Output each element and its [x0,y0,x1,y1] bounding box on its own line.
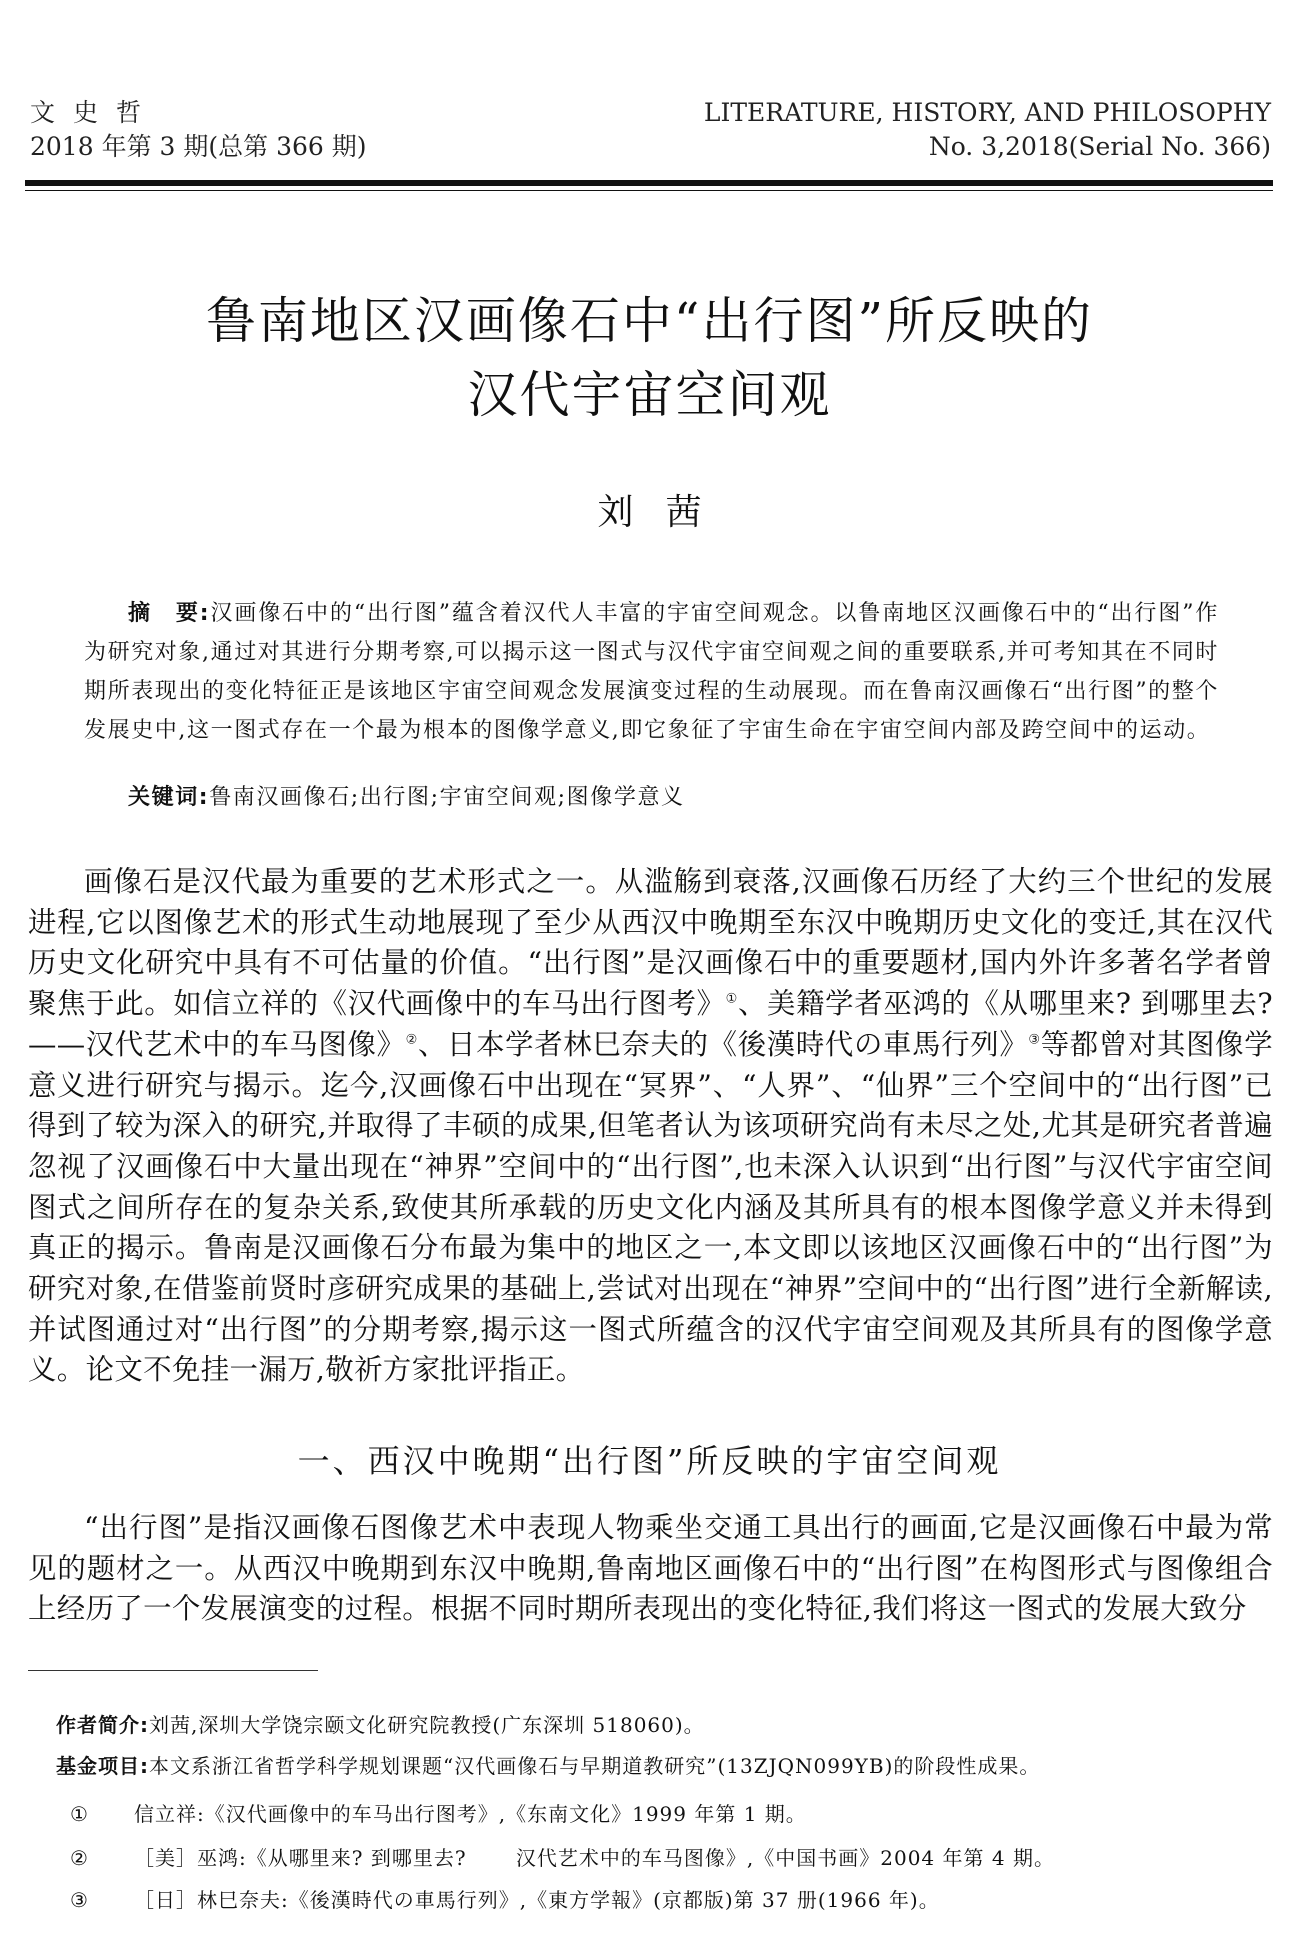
author-note-label: 作者简介: [56,1713,149,1737]
article-title [0,284,1299,432]
author-note-text: 刘茜,深圳大学饶宗颐文化研究院教授(广东深圳 518060)。 [149,1713,705,1737]
author-note [56,1711,1276,1739]
footnote-ref-3: ③ [1028,1032,1041,1048]
footnote-1-text: 信立祥:《汉代画像中的车马出行图考》,《东南文化》1999 年第 1 期。 [134,1802,807,1826]
title-line-1: 鲁南地区汉画像石中“出行图”所反映的 [205,292,1094,350]
journal-name-cn: 文史哲 [30,98,160,127]
footnote-2-mark: ② [70,1846,89,1870]
abstract-label: 摘 要: [128,601,211,626]
title-line-2: 汉代宇宙空间观 [467,366,832,424]
intro-text-b: 、美籍学者巫鸿的《从哪里来? 到哪里去? ——汉代艺术中的车马图像》 [28,987,1274,1061]
journal-header-left [30,96,367,164]
section-paragraph: “出行图”是指汉画像石图像艺术中表现人物乘坐交通工具出行的画面,它是汉画像石中最为常见的题材之一。从西汉中晚期到东汉中晚期,鲁南地区画像石中的“出行图”在构图形式与图像组合上经历了一个发展演变的过程。根据不同时期所表现出的变化特征,我们将这一图式的发展大致分 [28,1511,1273,1626]
header-rule-thick [25,180,1273,186]
abstract [84,594,1219,750]
keywords-text: 鲁南汉画像石;出行图;宇宙空间观;图像学意义 [209,785,685,810]
fund-note-text: 本文系浙江省哲学科学规划课题“汉代画像石与早期道教研究”(13ZJQN099YB)的阶段性成果。 [149,1754,1041,1778]
fund-note-label: 基金项目: [56,1754,149,1778]
journal-header-right [704,96,1271,164]
footnote-3 [70,1886,1290,1914]
fund-note [56,1752,1276,1780]
section-body [28,1508,1273,1630]
intro-text-a: 画像石是汉代最为重要的艺术形式之一。从滥觞到衰落,汉画像石历经了大约三个世纪的发展进程,它以图像艺术的形式生动地展现了至少从西汉中晚期至东汉中晚期历史文化的变迁,其在汉代历史文化研究中具有不可估量的价值。“出行图”是汉画像石中的重要题材,国内外许多著名学者曾聚焦于此。如信立祥的《汉代画像中的车马出行图考》 [28,865,1273,1021]
intro-section [28,862,1273,1391]
intro-text-d: 等都曾对其图像学意义进行研究与揭示。迄今,汉画像石中出现在“冥界”、“人界”、“仙界”三个空间中的“出行图”已得到了较为深入的研究,并取得了丰硕的成果,但笔者认为该项研究尚有未尽之处,尤其是研究者普遍忽视了汉画像石中大量出现在“神界”空间中的“出行图”,也未深入认识到“出行图”与汉代宇宙空间图式之间所存在的复杂关系,致使其所承载的历史文化内涵及其所具有的根本图像学意义并未得到真正的揭示。鲁南是汉画像石分布最为集中的地区之一,本文即以该地区汉画像石中的“出行图”为研究对象,在借鉴前贤时彦研究成果的基础上,尝试对出现在“神界”空间中的“出行图”进行全新解读,并试图通过对“出行图”的分期考察,揭示这一图式所蕴含的汉代宇宙空间观及其所具有的图像学意义。论文不免挂一漏万,敬祈方家批评指正。 [28,1027,1274,1387]
issue-info-cn: 2018 年第 3 期(总第 366 期) [30,132,367,161]
header-rule-thin [25,190,1273,191]
footnote-1-mark: ① [70,1802,89,1826]
journal-name-en: LITERATURE, HISTORY, AND PHILOSOPHY [703,98,1271,127]
issue-info-en: No. 3,2018(Serial No. 366) [928,132,1271,161]
keywords [128,780,1228,816]
footnote-ref-2: ② [405,1032,418,1048]
section-heading: 一、西汉中晚期“出行图”所反映的宇宙空间观 [297,1442,1002,1480]
footnote-2-text: ［美］巫鸿:《从哪里来? 到哪里去? 汉代艺术中的车马图像》,《中国书画》2004 年第 4 期。 [134,1846,1055,1870]
footnote-rule [28,1670,318,1671]
footnote-1 [70,1800,1290,1828]
footnote-ref-1: ① [725,991,738,1007]
intro-text-c: 、日本学者林巳奈夫的《後漢時代の車馬行列》 [417,1027,1029,1061]
intro-paragraph [28,862,1273,1391]
footnote-3-mark: ③ [70,1888,89,1912]
author-name: 刘茜 [597,492,734,533]
footnote-3-text: ［日］林巳奈夫:《後漢時代の車馬行列》,《東方学報》(京都版)第 37 册(1966 年)。 [134,1888,940,1912]
footnote-2 [70,1844,1290,1872]
keywords-label: 关键词: [128,785,210,810]
abstract-text: 汉画像石中的“出行图”蕴含着汉代人丰富的宇宙空间观念。以鲁南地区汉画像石中的“出行图”作为研究对象,通过对其进行分期考察,可以揭示这一图式与汉代宇宙空间观之间的重要联系,并可考知其在不同时期所表现出的变化特征正是该地区宇宙空间观念发展演变过程的生动展现。而在鲁南汉画像石“出行图”的整个发展史中,这一图式存在一个最为根本的图像学意义,即它象征了宇宙生命在宇宙空间内部及跨空间中的运动。 [84,601,1219,743]
